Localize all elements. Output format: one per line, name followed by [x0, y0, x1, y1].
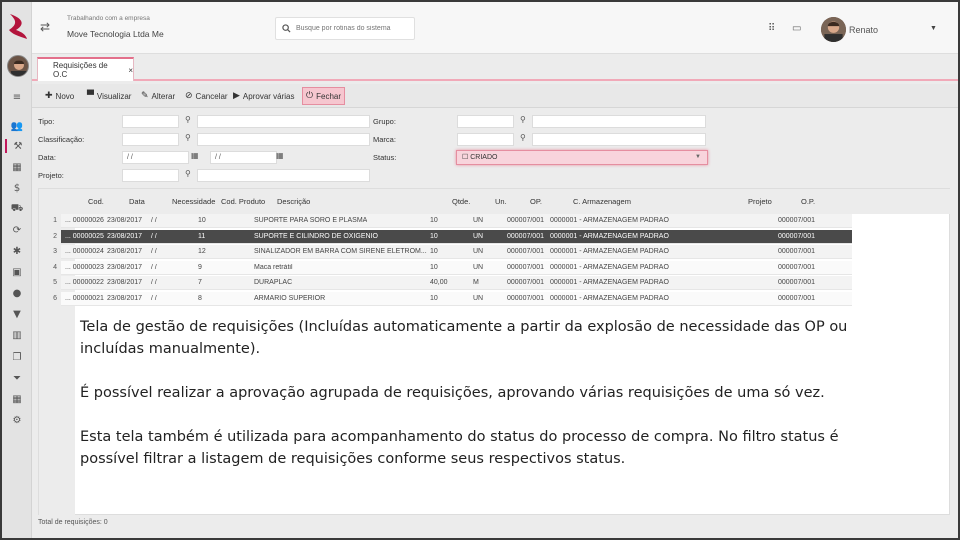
fechar-button[interactable]	[302, 87, 345, 105]
cell-qtde: 10	[430, 217, 438, 224]
cell-desc: SUPORTE E CILINDRO DE OXIGÊNIO	[254, 232, 378, 240]
apps-icon[interactable]: ▦	[12, 393, 22, 405]
table-row[interactable]	[53, 292, 852, 306]
cell-nec: / /	[151, 248, 157, 255]
cell-arm: 0000001 - ARMAZENAGEM PADRÃO	[550, 263, 669, 271]
copy-icon[interactable]: ❐	[12, 351, 22, 363]
tipo-search-icon[interactable]: ⚲	[185, 115, 191, 124]
cell-cod: ... 00000025	[65, 232, 104, 240]
note-paragraph-3: Esta tela também é utilizada para acompanhamento do status do processo de compra. No filtro status é possível filtrar a listagem de requisições conforme seus respectivos status.	[80, 429, 839, 467]
coins-icon[interactable]: ●	[12, 287, 22, 299]
cell-nec: / /	[151, 232, 157, 240]
total-requisicoes: Total de requisições: 0	[38, 519, 108, 526]
cell-data: 23/08/2017	[107, 294, 143, 302]
handshake-icon: ⇄	[40, 20, 51, 34]
row-gutter	[39, 214, 75, 516]
visualizar-button[interactable]	[84, 87, 134, 105]
cell-prod: 11	[198, 232, 206, 240]
novo-button[interactable]	[42, 87, 77, 105]
table-row[interactable]	[53, 230, 852, 244]
grupo-code-input[interactable]	[457, 115, 514, 128]
alterar-label: Alterar	[151, 91, 176, 101]
cell-qtde: 10	[430, 248, 438, 255]
status-label: Status:	[373, 153, 397, 162]
users-icon[interactable]: 👥	[10, 120, 24, 132]
row-number: 3	[53, 248, 57, 255]
classificacao-desc-input[interactable]	[197, 133, 370, 146]
table-row[interactable]	[53, 245, 852, 259]
data-label: Data:	[38, 153, 56, 162]
cell-op: 000007/001	[507, 263, 544, 271]
novo-label: Novo	[55, 91, 75, 101]
marca-desc-input[interactable]	[532, 133, 706, 146]
filters-panel	[32, 109, 958, 187]
classificacao-code-input[interactable]	[122, 133, 179, 146]
filter-icon[interactable]: ▼	[13, 308, 21, 320]
tipo-label: Tipo:	[38, 117, 55, 126]
plus-icon: ✚	[45, 91, 53, 101]
cell-desc: DURAPLAC	[254, 279, 293, 286]
cell-data: 23/08/2017	[107, 248, 143, 255]
cell-op: 000007/001	[507, 248, 544, 255]
cell-op2: 000007/001	[778, 263, 815, 271]
cell-prod: 12	[198, 248, 206, 255]
cell-op: 000007/001	[507, 279, 544, 286]
grid-header	[39, 189, 951, 214]
menu-icon[interactable]: ≡	[12, 91, 22, 103]
marca-label: Marca:	[373, 135, 396, 144]
cell-prod: 8	[198, 294, 202, 302]
cell-qtde: 10	[430, 263, 438, 271]
cell-prod: 10	[198, 217, 206, 224]
col-projeto[interactable]: Projeto	[748, 197, 772, 206]
table-row[interactable]	[53, 276, 852, 290]
col-descricao[interactable]: Descrição	[277, 197, 311, 206]
cell-prod: 7	[198, 279, 202, 286]
alterar-button[interactable]	[138, 87, 178, 105]
cell-data: 23/08/2017	[107, 263, 143, 271]
classificacao-search-icon[interactable]: ⚲	[185, 133, 191, 142]
user-avatar[interactable]	[821, 17, 846, 42]
col-un[interactable]: Un.	[495, 197, 507, 206]
ban-icon: ⊘	[185, 91, 193, 101]
dollar-icon[interactable]: $	[13, 182, 21, 194]
cell-op2: 000007/001	[778, 294, 815, 302]
col-cod[interactable]: Cod.	[88, 197, 104, 206]
cell-un: UN	[473, 248, 484, 255]
play-icon: ▶	[233, 91, 240, 101]
cancelar-button[interactable]	[182, 87, 231, 105]
tools-icon[interactable]: ⚒	[5, 139, 29, 153]
cell-cod: ... 00000022	[65, 279, 104, 286]
calendar-from-icon[interactable]: ▦	[191, 151, 199, 160]
date-to-input[interactable]: / /	[210, 151, 277, 164]
col-necessidade[interactable]: Necessidade	[172, 197, 216, 206]
bar-chart-icon[interactable]: ▥	[12, 329, 22, 341]
toolbar	[32, 84, 958, 108]
projeto-code-input[interactable]	[122, 169, 179, 182]
cell-data: 23/08/2017	[107, 217, 143, 224]
search-input[interactable]	[296, 25, 406, 32]
cell-qtde: 40,00	[430, 279, 448, 286]
table-row[interactable]	[53, 214, 852, 228]
marca-code-input[interactable]	[457, 133, 514, 146]
col-qtde[interactable]: Qtde.	[452, 197, 471, 206]
cell-cod: ... 00000021	[65, 294, 104, 302]
status-checkbox-icon: ☐	[462, 154, 471, 161]
grupo-label: Grupo:	[373, 117, 396, 126]
row-number: 2	[53, 232, 57, 240]
cell-arm: 0000001 - ARMAZENAGEM PADRÃO	[550, 294, 669, 302]
col-armazenagem[interactable]: C. Armazenagem	[573, 197, 631, 206]
refresh-icon[interactable]: ⟳	[12, 224, 22, 236]
aprovar-varias-button[interactable]	[230, 87, 298, 105]
cell-arm: 0000001 - ARMAZENAGEM PADRÃO	[550, 279, 669, 286]
cell-cod: ... 00000024	[65, 248, 104, 255]
company-name[interactable]: Move Tecnologia Ltda Me	[67, 29, 164, 39]
cell-cod: ... 00000026	[65, 217, 104, 224]
cell-un: UN	[473, 217, 484, 224]
col-op[interactable]: OP.	[530, 197, 542, 206]
chat-icon[interactable]: ▭	[792, 23, 802, 34]
row-number: 4	[53, 263, 57, 271]
projeto-label: Projeto:	[38, 171, 64, 180]
col-data[interactable]: Data	[129, 197, 145, 206]
row-number: 6	[53, 294, 57, 302]
cancelar-label: Cancelar	[195, 91, 228, 101]
table-row[interactable]	[53, 261, 852, 275]
cell-arm: 0000001 - ARMAZENAGEM PADRÃO	[550, 248, 669, 255]
cell-qtde: 10	[430, 232, 438, 240]
cell-un: UN	[473, 263, 484, 271]
cell-op: 000007/001	[507, 232, 544, 240]
col-op2[interactable]: O.P.	[801, 197, 816, 206]
cell-data: 23/08/2017	[107, 279, 143, 286]
col-cod-produto[interactable]: Cod. Produto	[221, 197, 266, 206]
sidebar	[2, 2, 32, 538]
tab-requisicoes[interactable]	[37, 57, 134, 81]
sidebar-avatar[interactable]	[7, 55, 29, 77]
cell-un: M	[473, 279, 479, 286]
wrench-icon[interactable]: ✱	[12, 245, 22, 257]
user-name[interactable]: Renato	[849, 25, 879, 35]
cell-nec: / /	[151, 294, 157, 302]
cell-arm: 0000001 - ARMAZENAGEM PADRÃO	[550, 232, 669, 240]
truck-icon[interactable]: ⛟	[10, 202, 24, 214]
cart-icon[interactable]: ⏷	[13, 372, 21, 384]
projeto-desc-input[interactable]	[197, 169, 370, 182]
description-note	[80, 316, 870, 492]
topbar	[32, 2, 958, 54]
grupo-search-icon[interactable]: ⚲	[520, 115, 526, 124]
id-card-icon[interactable]: ▣	[12, 266, 22, 278]
marca-search-icon[interactable]: ⚲	[520, 133, 526, 142]
row-number: 5	[53, 279, 57, 286]
visualizar-label: Visualizar	[96, 91, 132, 101]
cell-data: 23/08/2017	[107, 232, 143, 240]
cell-desc: SUPORTE PARA SORO E PLASMA	[254, 217, 368, 224]
cell-op: 000007/001	[507, 217, 544, 224]
projeto-search-icon[interactable]: ⚲	[185, 169, 191, 178]
apps-grid-icon[interactable]: ⠿	[768, 23, 776, 34]
row-number: 1	[53, 217, 57, 224]
cell-qtde: 10	[430, 294, 438, 302]
tipo-desc-input[interactable]	[197, 115, 370, 128]
cell-nec: / /	[151, 279, 157, 286]
grupo-desc-input[interactable]	[532, 115, 706, 128]
pencil-icon: ✎	[141, 91, 149, 101]
status-value: CRIADO	[470, 154, 498, 161]
cell-arm: 0000001 - ARMAZENAGEM PADRÃO	[550, 217, 669, 224]
company-label: Trabalhando com a empresa	[67, 15, 150, 22]
calculator-icon[interactable]: ▦	[12, 161, 22, 173]
aprovar-label: Aprovar várias	[242, 91, 295, 101]
tab-label: Requisições de O.C	[53, 61, 108, 79]
tab-close-icon[interactable]: ×	[128, 65, 133, 75]
cell-op2: 000007/001	[778, 232, 815, 240]
cell-desc: SINALIZADOR EM BARRA COM SIRENE ELETROM...	[254, 248, 427, 255]
note-paragraph-1: Tela de gestão de requisições (Incluídas automaticamente a partir da explosão de necessidade das OP ou incluídas manualmente).	[80, 319, 848, 357]
cell-un: UN	[473, 232, 484, 240]
search-box[interactable]	[275, 17, 415, 40]
monitor-icon: ▀	[87, 91, 94, 101]
cell-desc: ARMÁRIO SUPERIOR	[254, 294, 326, 302]
cell-desc: Maca retrátil	[254, 263, 293, 271]
cell-op2: 000007/001	[778, 279, 815, 286]
cell-un: UN	[473, 294, 484, 302]
cell-nec: / /	[151, 263, 157, 271]
classificacao-label: Classificação:	[38, 135, 85, 144]
cell-op2: 000007/001	[778, 217, 815, 224]
tab-bar	[32, 55, 958, 81]
tipo-code-input[interactable]	[122, 115, 179, 128]
cell-prod: 9	[198, 263, 202, 271]
cell-cod: ... 00000023	[65, 263, 104, 271]
user-menu-caret-icon[interactable]: ▼	[930, 25, 937, 32]
power-icon: ⏻	[306, 91, 314, 101]
status-caret-icon: ▼	[695, 154, 701, 160]
settings-icon[interactable]: ⚙	[12, 414, 22, 426]
fechar-label: Fechar	[316, 91, 342, 101]
cell-nec: / /	[151, 217, 157, 224]
search-icon	[282, 24, 291, 33]
status-select[interactable]	[456, 150, 708, 165]
logo-icon	[6, 12, 30, 40]
cell-op: 000007/001	[507, 294, 544, 302]
date-from-input[interactable]: / /	[122, 151, 189, 164]
calendar-to-icon[interactable]: ▦	[276, 151, 284, 160]
cell-op2: 000007/001	[778, 248, 815, 255]
note-paragraph-2: É possível realizar a aprovação agrupada de requisições, aprovando várias requisições de uma só vez.	[80, 385, 825, 401]
